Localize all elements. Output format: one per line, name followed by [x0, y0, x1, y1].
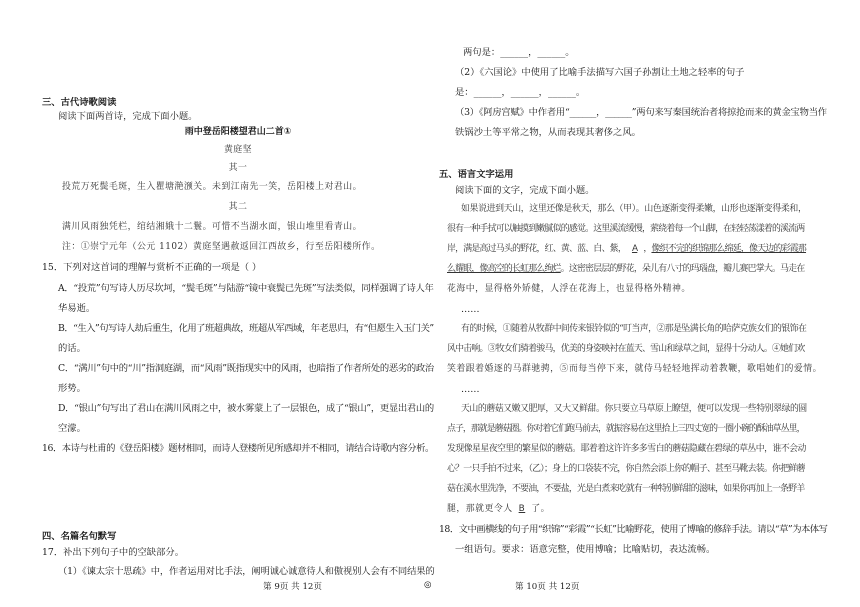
- ellipsis: ……: [461, 384, 480, 395]
- passage-line: [447, 263, 805, 276]
- passage-line: 笑着跟着婚逐的马群驰骋，⑤而每当停下来，就侍马轻轻地挥动着教鞭，歌唱她们的爱情。: [447, 364, 822, 374]
- section-4-heading: 四、名篇名句默写: [42, 531, 117, 542]
- q17-part-1-answer: 两句是：______，______。: [463, 47, 575, 58]
- binding-mark: ◎: [424, 580, 432, 590]
- passage-line: [447, 243, 806, 256]
- passage-text: ，: [643, 244, 652, 254]
- q15-option-a-line1: A．“投荒”句写诗人历尽坎坷，“鬓毛斑”与陆游“镜中衰鬓已先斑”写法类似，同样强调了诗人年: [58, 283, 434, 294]
- passage-line: 花海中，显得格外矫健，人浮在花海上，也显得格外精神。: [447, 284, 691, 294]
- poem-note: 注：①崇宁元年（公元 1102）黄庭坚遇赦返回江西故乡，行至岳阳楼所作。: [62, 242, 381, 252]
- question-17: 17．补出下列句子中的空缺部分。: [42, 547, 184, 558]
- question-16: 16．本诗与杜甫的《登岳阳楼》题材相同，而诗人登楼所见所感却并不相同，请结合诗歌内容分析。: [42, 443, 434, 454]
- q15-option-d-line2: 空濛。: [58, 423, 86, 434]
- poem-1-heading: 其一: [228, 163, 248, 173]
- underlined-sentence: 么耀眼，像高空的长虹那么绚烂: [447, 264, 561, 274]
- q17-part-2-answer: 是：______，______，______。: [455, 87, 586, 98]
- question-15: 15．下列对这首词的理解与赏析不正确的一项是（ ）: [42, 262, 262, 273]
- passage-line: 发现像星星夜空里的繁星似的蘑菇。耶着着这许许多多雪白的蘑菇隐藏在碧绿的草丛中，谁不会动: [447, 444, 806, 454]
- question-18-line2: 一组语句。要求：语意完整，使用博喻；比喻贴切，表达流畅。: [455, 544, 716, 555]
- poem-author: 黄庭坚: [223, 145, 253, 155]
- passage-line: 很有一种手拭可以触摸到嫩腻似的感觉。这里溪流缓慢，萦绕着每一个山脚，在轻轻荡漾着的溪流两: [447, 224, 805, 234]
- question-18: 18．文中画横线的句子用“织锦”“彩霞”“长虹”比喻野花，使用了博喻的修辞手法。请以“草”为本体写: [439, 524, 828, 535]
- poem-title: 雨中登岳阳楼望君山二首①: [184, 127, 292, 137]
- instruction: 阅读下面的文字，完成下面小题。: [455, 185, 595, 196]
- passage-text: 了。: [531, 504, 550, 514]
- poem-2-text: 满川风雨独凭栏，绾结湘娥十二鬟。可惜不当湖水面，银山堆里看青山。: [62, 222, 362, 232]
- q17-part-2: （2）《六国论》中使用了比喻手法描写六国子孙割让土地之轻率的句子: [455, 67, 745, 78]
- blank-a: A: [631, 244, 638, 254]
- right-column: [439, 0, 827, 607]
- blank-b: B: [518, 504, 526, 514]
- passage-text: 腿，那就更令人: [447, 504, 513, 514]
- passage-line: 天山的蘑菇又嫩又肥厚，又大又鲜甜。你只要立马草原上瞭望，便可以发现一些特别翠绿的圆: [461, 404, 807, 414]
- q15-option-b-line2: 的话。: [58, 343, 86, 354]
- q15-option-c-line2: 形势。: [58, 383, 86, 394]
- passage-line: 有的时候，①随着从牧群中间传来银铃似的“叮当声，②那是坠满长角的哈萨克族女们的银饰在: [461, 324, 807, 334]
- q15-option-a-line2: 华易逝。: [58, 303, 96, 314]
- passage-text: 岸，满是高过马头的野花，红、黄、蓝、白、紫，: [447, 244, 626, 254]
- passage-line: 点子，那就是蘑菇圈。你对着它们跑马前去，就振容易在这里拾上三四丈宽的一圈小碗的酥油草丛里，: [447, 424, 805, 434]
- page-number-left: 第 9页 共 12页: [263, 582, 322, 592]
- page-number-right: 第 10页 共 12页: [515, 582, 580, 592]
- q15-option-c-line1: C．“满川”句中的“川”指洞庭湖，而“风雨”既指现实中的风雨，也暗指了作者所处的恶劣的政治: [58, 363, 434, 374]
- q15-option-d-line1: D．“银山”句写出了君山在满川风雨之中，被水雾蒙上了一层银色，成了“银山”，更显出君山的: [58, 403, 434, 414]
- q15-option-b-line1: B．“生入”句写诗人劫后重生，化用了班超典故，班超从军西域，年老思归，有“但愿生入玉门关”: [58, 323, 434, 334]
- underlined-sentence: 像织不完的织锦那么绵延，像天边的彩霞那: [651, 244, 807, 254]
- section-3-heading: 三、古代诗歌阅读: [42, 97, 117, 108]
- passage-text: 。这密密层层的野花，朵儿有八寸的玛瑙盘，瓣儿赛巴掌大。马走在: [560, 264, 805, 274]
- poem-1-text: 投荒万死鬓毛斑，生入瞿塘滟滪关。未到江南先一笑，岳阳楼上对君山。: [62, 182, 362, 192]
- q17-part-3-line2: 铁锅沙土等平常之物，从而表现其奢侈之风。: [455, 127, 641, 138]
- instruction: 阅读下面两首诗，完成下面小题。: [58, 111, 198, 122]
- passage-line: 如果说进到天山，这里还像是秋天，那么（甲）。山色逐渐变得柔嫩，山形也逐渐变得柔和，: [461, 204, 807, 214]
- ellipsis: ……: [461, 304, 480, 315]
- q17-part-1: （1）《谏太宗十思疏》中，作者运用对比手法，阐明诚心诚意待人和傲视别人会有不同结果的: [58, 566, 435, 577]
- passage-line: 菇在溪水里洗净，不要油，不要盐，光是白煮来吃就有一种特别鲜甜的滋味，如果你再加上一条野羊: [447, 484, 805, 494]
- passage-line: 心？一只手拍不过来，（乙）；身上的口袋装不完，你自然会添上你的帽子、甚至马靴去装。你把鲜蘑: [447, 464, 805, 474]
- section-5-heading: 五、语言文字运用: [439, 169, 514, 180]
- passage-line: [447, 503, 550, 516]
- poem-2-heading: 其二: [228, 202, 248, 212]
- left-column: [42, 0, 434, 607]
- passage-line: 风中击响。③牧女们骑着骏马，优美的身姿映衬在蓝天、雪山和绿草之间，显得十分动人。④她们欢: [447, 344, 805, 354]
- q17-part-3: （3）《阿房宫赋》中作者用“______，______”两句来写秦国统治者将掠抢而来的黄金宝物当作: [455, 107, 827, 118]
